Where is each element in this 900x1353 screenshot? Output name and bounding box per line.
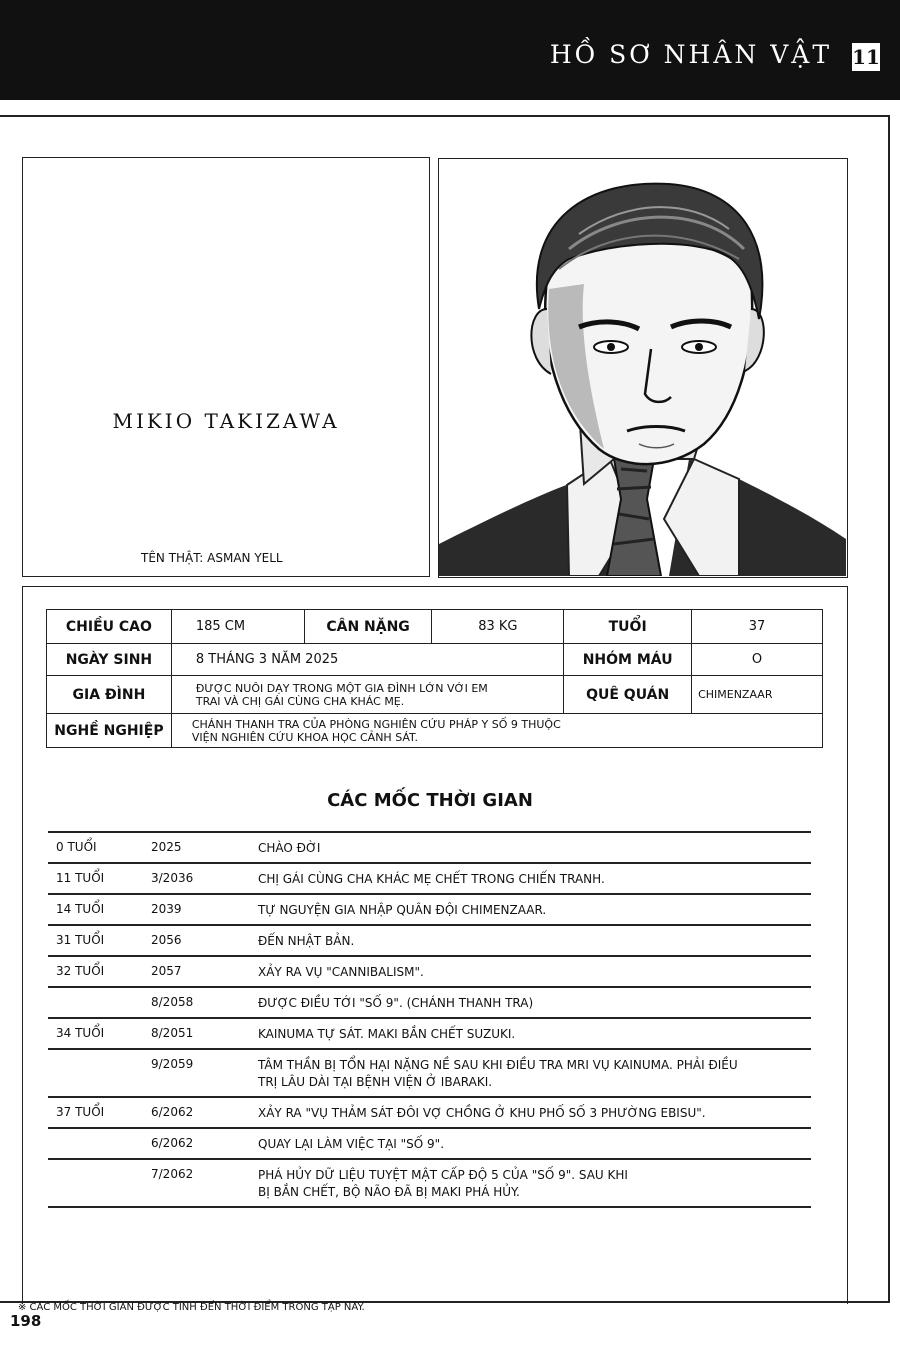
family-value: ĐƯỢC NUÔI DẠY TRONG MỘT GIA ĐÌNH LỚN VỚI EM TRAI VÀ CHỊ GÁI CÙNG CHA KHÁC MẸ.	[171, 676, 563, 714]
real-name: TÊN THẬT: ASMAN YELL	[141, 551, 283, 565]
timeline-event: CHÀO ĐỜI	[258, 841, 321, 855]
timeline-date: 6/2062	[151, 1105, 194, 1119]
timeline-event: ĐẾN NHẬT BẢN.	[258, 934, 355, 948]
timeline-row	[48, 926, 811, 957]
name-panel	[22, 157, 430, 577]
timeline-date: 6/2062	[151, 1136, 194, 1150]
timeline-row	[48, 1160, 811, 1208]
timeline-date: 2025	[151, 840, 182, 854]
timeline-event: ĐƯỢC ĐIỀU TỚI "SỐ 9". (CHÁNH THANH TRA)	[258, 996, 534, 1010]
timeline-row	[48, 833, 811, 864]
info-row	[47, 610, 823, 644]
info-row	[47, 714, 823, 748]
timeline-table	[48, 831, 811, 1208]
timeline-age: 14 TUỔI	[56, 902, 105, 916]
birthday-value: 8 THÁNG 3 NĂM 2025	[171, 644, 563, 676]
timeline-age: 32 TUỔI	[56, 964, 105, 978]
timeline-event: PHÁ HỦY DỮ LIỆU TUYỆT MẬT CẤP ĐỘ 5 CỦA "SỐ 9". SAU KHI BỊ BẮN CHẾT, BỘ NÃO ĐÃ BỊ MAKI PHÁ HỦY.	[258, 1168, 628, 1199]
occupation-label: NGHỀ NGHIỆP	[47, 714, 172, 748]
info-row	[47, 644, 823, 676]
occupation-value: CHÁNH THANH TRA CỦA PHÒNG NGHIÊN CỨU PHÁP Y SỐ 9 THUỘC VIỆN NGHIÊN CỨU KHOA HỌC CẢNH SÁT.	[171, 714, 822, 748]
info-table	[46, 609, 823, 748]
timeline-date: 9/2059	[151, 1057, 194, 1071]
timeline-title: CÁC MỐC THỜI GIAN	[327, 790, 533, 811]
birthday-label: NGÀY SINH	[47, 644, 172, 676]
timeline-event: XẢY RA VỤ "CANNIBALISM".	[258, 965, 424, 979]
timeline-row	[48, 1129, 811, 1160]
timeline-event: XẢY RA "VỤ THẢM SÁT ĐÔI VỢ CHỒNG Ở KHU PHỐ SỐ 3 PHƯỜNG EBISU".	[258, 1106, 706, 1120]
page-number: 198	[10, 1312, 42, 1330]
timeline-row	[48, 864, 811, 895]
timeline-row	[48, 1098, 811, 1129]
timeline-date: 2056	[151, 933, 182, 947]
timeline-date: 7/2062	[151, 1167, 194, 1181]
header-bar	[0, 0, 900, 100]
height-value: 185 CM	[171, 610, 304, 644]
info-row	[47, 676, 823, 714]
footnote: ※ CÁC MỐC THỜI GIAN ĐƯỢC TÍNH ĐẾN THỜI ĐIỂM TRONG TẬP NÀY.	[18, 1302, 365, 1313]
timeline-age: 0 TUỔI	[56, 840, 97, 854]
timeline-date: 2057	[151, 964, 182, 978]
timeline-event: TÂM THẦN BỊ TỔN HẠI NẶNG NỀ SAU KHI ĐIỀU TRA MRI VỤ KAINUMA. PHẢI ĐIỀU TRỊ LÂU DÀI TẠI BỆNH VIỆN Ở IBARAKI.	[258, 1058, 738, 1089]
timeline-row	[48, 1019, 811, 1050]
timeline-age: 34 TUỔI	[56, 1026, 105, 1040]
age-value: 37	[692, 610, 823, 644]
age-label: TUỔI	[564, 610, 692, 644]
timeline-age: 31 TUỔI	[56, 933, 105, 947]
family-label: GIA ĐÌNH	[47, 676, 172, 714]
timeline-age: 37 TUỔI	[56, 1105, 105, 1119]
blood-type-label: NHÓM MÁU	[564, 644, 692, 676]
character-portrait	[438, 158, 848, 578]
timeline-row	[48, 895, 811, 926]
timeline-date: 8/2051	[151, 1026, 194, 1040]
portrait-illustration	[439, 159, 846, 576]
weight-label: CÂN NẶNG	[304, 610, 432, 644]
hometown-value: CHIMENZAAR	[692, 676, 823, 714]
page-title: HỒ SƠ NHÂN VẬT	[549, 40, 832, 69]
timeline-date: 8/2058	[151, 995, 194, 1009]
weight-value: 83 KG	[432, 610, 564, 644]
blood-type-value: O	[692, 644, 823, 676]
height-label: CHIỀU CAO	[47, 610, 172, 644]
timeline-age: 11 TUỔI	[56, 871, 105, 885]
timeline-date: 3/2036	[151, 871, 194, 885]
timeline-event: TỰ NGUYỆN GIA NHẬP QUÂN ĐỘI CHIMENZAAR.	[258, 903, 547, 917]
timeline-date: 2039	[151, 902, 182, 916]
timeline-event: CHỊ GÁI CÙNG CHA KHÁC MẸ CHẾT TRONG CHIẾN TRANH.	[258, 872, 605, 886]
timeline-row	[48, 988, 811, 1019]
hometown-label: QUÊ QUÁN	[564, 676, 692, 714]
timeline-row	[48, 957, 811, 988]
timeline-row	[48, 1050, 811, 1098]
character-name: MIKIO TAKIZAWA	[112, 409, 340, 433]
timeline-event: QUAY LẠI LÀM VIỆC TẠI "SỐ 9".	[258, 1137, 445, 1151]
volume-badge: 11	[852, 45, 880, 69]
timeline-event: KAINUMA TỰ SÁT. MAKI BẮN CHẾT SUZUKI.	[258, 1027, 516, 1041]
